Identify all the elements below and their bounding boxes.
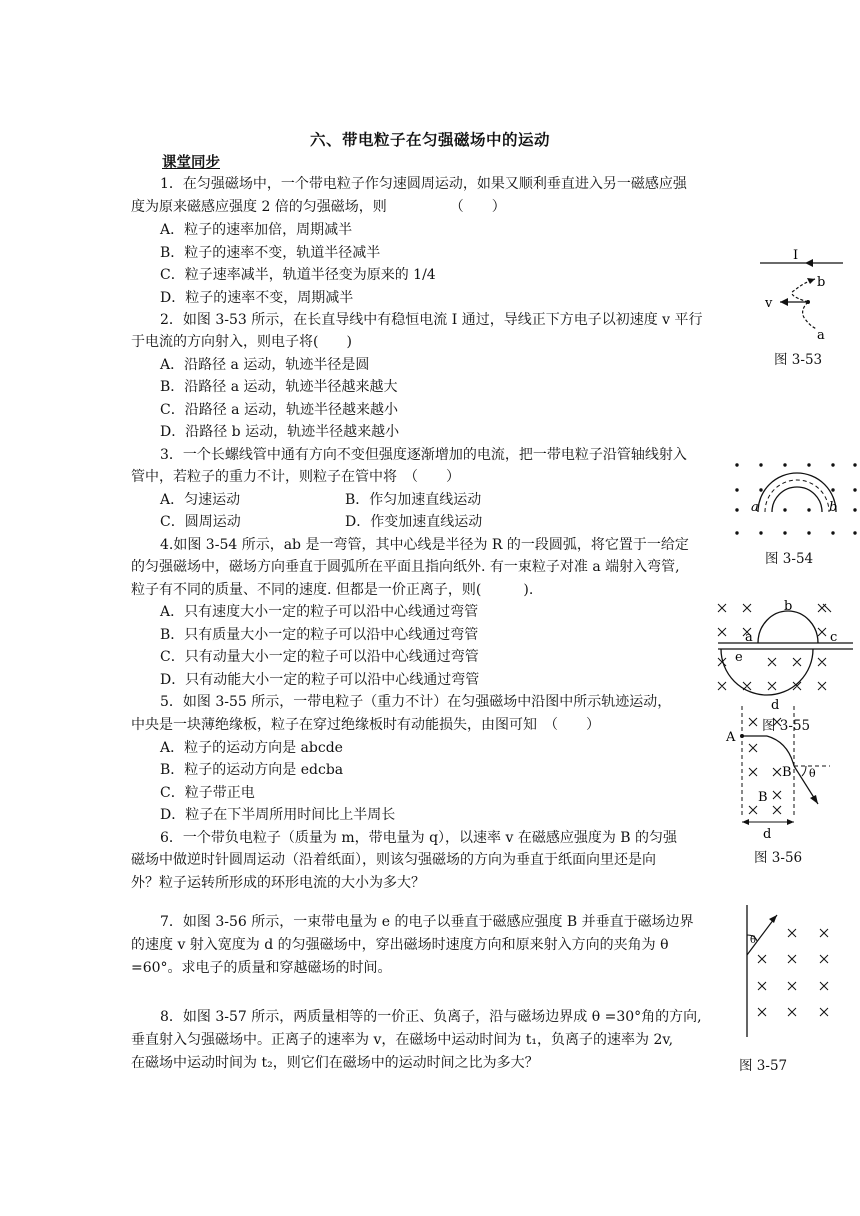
figure-3-54 — [725, 455, 860, 540]
figure-3-55 — [715, 595, 855, 713]
tube-end-a-label: a — [751, 500, 759, 515]
q5-option-a: A．粒子的运动方向是 abcde — [160, 740, 343, 756]
q5-option-c: C．粒子带正电 — [160, 785, 255, 801]
q4-option-d: D．只有动能大小一定的粒子可以沿中心线通过弯管 — [160, 672, 480, 688]
q2-line2: 于电流的方向射入，则电子将( ) — [131, 334, 352, 350]
q4-line3: 粒子有不同的质量、不同的速度. 但都是一价正离子，则( ). — [131, 582, 534, 598]
q1-option-c: C．粒子速率减半，轨道半径变为原来的 1/4 — [160, 267, 436, 283]
caption-3-57: 图 3-57 — [739, 1058, 788, 1074]
q8-line3: 在磁场中运动时间为 t₂，则它们在磁场中的运动时间之比为多大？ — [131, 1055, 539, 1071]
q2-option-b: B．沿路径 a 运动，轨迹半径越来越大 — [160, 379, 398, 395]
q4-option-b: B．只有质量大小一定的粒子可以沿中心线通过弯管 — [160, 627, 479, 643]
caption-3-56: 图 3-56 — [754, 850, 803, 866]
q5-line1: 5．如图 3-55 所示，一带电粒子（重力不计）在匀强磁场中沿图中所示轨迹运动， — [160, 694, 672, 710]
q2-line1: 2．如图 3-53 所示，在长直导线中有稳恒电流 I 通过，导线正下方电子以初速度 v 平行 — [160, 312, 703, 328]
q5-option-b: B．粒子的运动方向是 edcba — [160, 762, 344, 778]
q4-line2: 的匀强磁场中，磁场方向垂直于圆弧所在平面且指向纸外. 有一束粒子对准 a 端射入弯管, — [131, 559, 680, 575]
q1-line2: 度为原来磁感应强度 2 倍的匀强磁场，则 （ ） — [131, 199, 506, 215]
q3-option-a: A．匀速运动 — [160, 492, 241, 508]
figure-3-56 — [722, 706, 832, 841]
q6-line3: 外？粒子运转所形成的环形电流的大小为多大？ — [131, 875, 425, 891]
q6-line2: 磁场中做逆时针圆周运动（沿着纸面），则该匀强磁场的方向为垂直于纸面向里还是向 — [131, 852, 656, 868]
figure-3-53 — [755, 245, 845, 343]
q8-line2: 垂直射入匀强磁场中。正离子的速率为 v，在磁场中运动时间为 t₁，负离子的速率为 2v, — [131, 1032, 674, 1048]
current-label: I — [793, 248, 799, 263]
q5-option-d: D．粒子在下半周所用时间比上半周长 — [160, 807, 396, 823]
angle-theta-label: θ — [750, 935, 757, 946]
q7-line1: 7．如图 3-56 所示，一束带电量为 e 的电子以垂直于磁感应强度 B 并垂直于磁场边界 — [160, 914, 694, 930]
width-d-label: d — [763, 827, 772, 842]
q1-line1: 1．在匀强磁场中，一个带电粒子作匀速圆周运动，如果又顺利垂直进入另一磁感应强 — [160, 176, 687, 192]
q1-option-b: B．粒子的速率不变，轨道半径减半 — [160, 245, 381, 261]
caption-3-55: 图 3-55 — [762, 718, 811, 734]
q4-option-a: A．只有速度大小一定的粒子可以沿中心线通过弯管 — [160, 604, 479, 620]
q7-line2: 的速度 v 射入宽度为 d 的匀强磁场中，穿出磁场时速度方向和原来射入方向的夹角为 θ — [131, 937, 669, 953]
angle-theta-label: θ — [809, 767, 816, 780]
q2-option-c: C．沿路径 a 运动，轨迹半径越来越小 — [160, 402, 398, 418]
exit-point-b-label: B — [782, 765, 792, 780]
track-point-d-label: d — [771, 698, 780, 713]
q4-option-c: C．只有动量大小一定的粒子可以沿中心线通过弯管 — [160, 649, 479, 665]
q6-line1: 6．一个带负电粒子（质量为 m，带电量为 q），以速率 v 在磁感应强度为 B 的匀强 — [160, 830, 678, 846]
q3-option-d: D．作变加速直线运动 — [345, 514, 483, 530]
q2-option-a: A．沿路径 a 运动，轨迹半径是圆 — [160, 357, 370, 373]
track-point-c-label: c — [830, 630, 838, 645]
page-title: 六、带电粒子在匀强磁场中的运动 — [309, 130, 550, 149]
q3-option-b: B．作匀加速直线运动 — [345, 492, 482, 508]
q4-line1: 4.如图 3-54 所示，ab 是一弯管，其中心线是半径为 R 的一段圆弧，将它置于一给定 — [160, 537, 689, 553]
q5-line2: 中央是一块薄绝缘板，粒子在穿过绝缘板时有动能损失，由图可知 （ ） — [131, 717, 600, 733]
velocity-label: v — [765, 296, 773, 311]
track-point-a-label: a — [745, 630, 753, 645]
q1-option-a: A．粒子的速率加倍，周期减半 — [160, 222, 353, 238]
q3-option-c: C．圆周运动 — [160, 514, 241, 530]
figure-3-57 — [735, 905, 855, 1045]
field-b-label: B — [758, 790, 768, 805]
caption-3-53: 图 3-53 — [774, 352, 823, 368]
q3-line1: 3．一个长螺线管中通有方向不变但强度逐渐增加的电流，把一带电粒子沿管轴线射入 — [160, 447, 687, 463]
path-b-label: b — [817, 275, 826, 290]
path-a-label: a — [817, 328, 825, 343]
track-point-e-label: e — [735, 650, 743, 665]
entry-point-a-label: A — [726, 730, 736, 745]
q7-line3: =60°。求电子的质量和穿越磁场的时间。 — [131, 960, 392, 976]
q3-line2: 管中，若粒子的重力不计，则粒子在管中将 （ ） — [131, 469, 460, 485]
q8-line1: 8．如图 3-57 所示，两质量相等的一价正、负离子，沿与磁场边界成 θ =30°角的方向, — [160, 1009, 702, 1025]
caption-3-54: 图 3-54 — [765, 551, 814, 567]
tube-end-b-label: b — [829, 500, 838, 515]
section-subheading: 课堂同步 — [162, 154, 220, 171]
q1-option-d: D．粒子的速率不变，周期减半 — [160, 290, 354, 306]
track-point-b-label: b — [784, 599, 793, 614]
q2-option-d: D．沿路径 b 运动，轨迹半径越来越小 — [160, 424, 400, 440]
